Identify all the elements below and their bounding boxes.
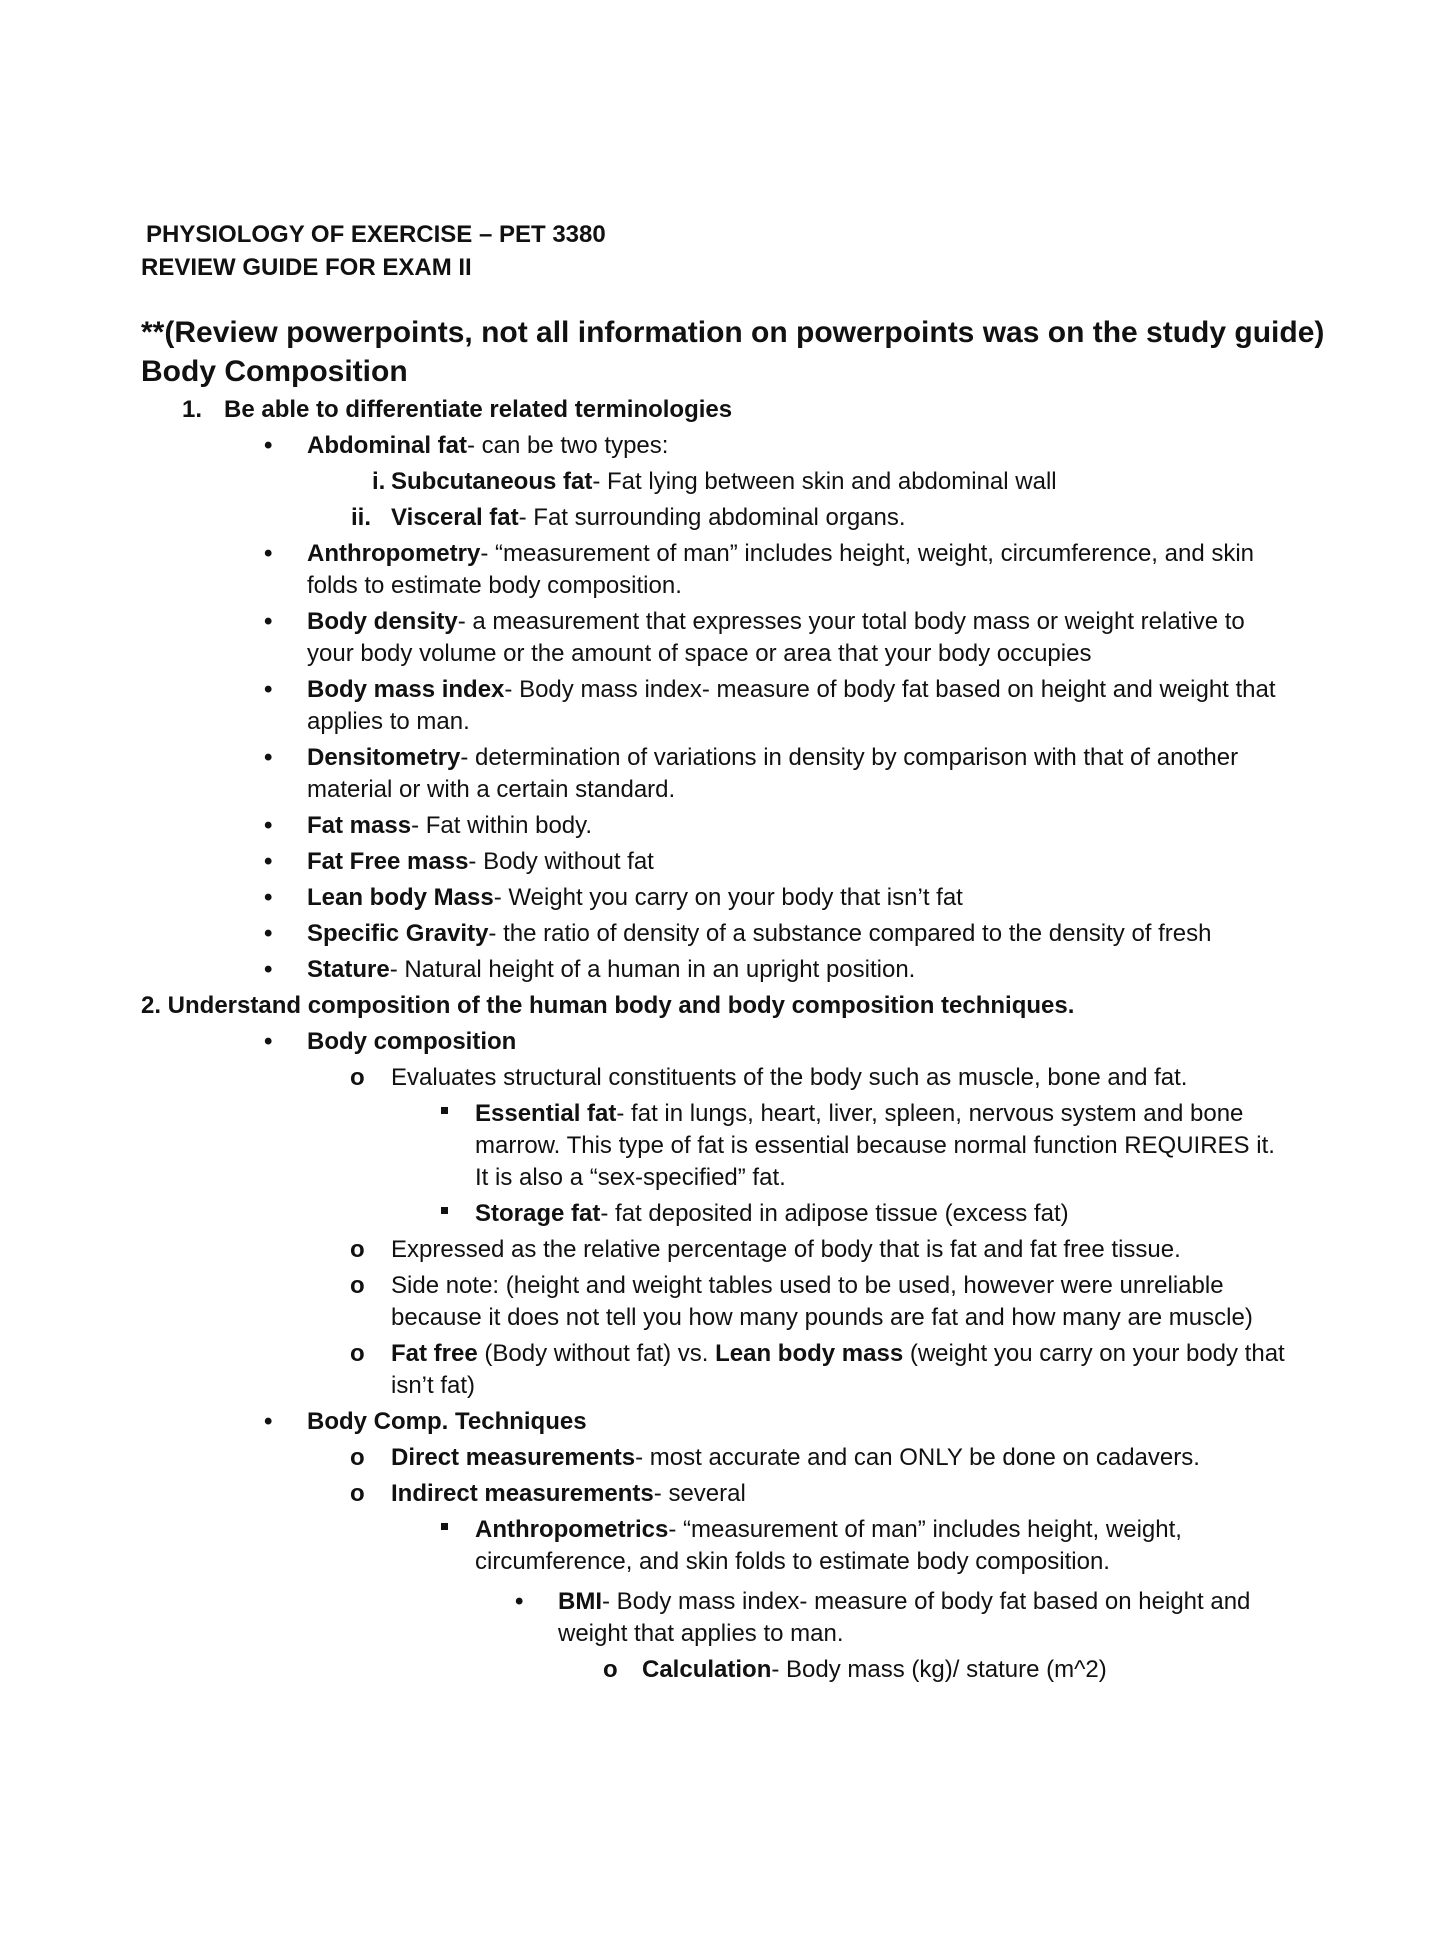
list-item-continuation: material or with a certain standard. [307, 776, 676, 803]
list-item: Body composition [307, 1028, 517, 1055]
item-text: - several [653, 1480, 746, 1507]
bullet-icon: • [264, 848, 273, 875]
list-item [307, 432, 668, 460]
item-term: Storage fat [475, 1200, 601, 1227]
item-text: - can be two types: [467, 432, 669, 459]
item-term: Be able to differentiate related terminologies [224, 396, 733, 423]
item-term: Visceral fat [391, 504, 519, 531]
item-term: Subcutaneous fat [391, 468, 593, 495]
list-item [307, 920, 1212, 948]
bullet-icon: • [515, 1588, 524, 1615]
list-item-continuation: marrow. This type of fat is essential because normal function REQUIRES it. [475, 1132, 1275, 1159]
item-text: - most accurate and can ONLY be done on cadavers. [635, 1444, 1200, 1471]
item-term: Indirect measurements [391, 1480, 654, 1507]
list-item [475, 1200, 1069, 1228]
item-term: Body density [307, 608, 458, 635]
section-title: Body Composition [141, 355, 408, 388]
item-term: Anthropometrics [475, 1516, 669, 1543]
list-item [391, 468, 1057, 496]
list-item [391, 1340, 1285, 1368]
bullet-icon: • [264, 676, 273, 703]
bullet-icon: • [264, 540, 273, 567]
list-item [307, 744, 1238, 772]
circle-bullet-icon: o [350, 1236, 365, 1263]
list-marker: i. [372, 468, 386, 495]
item-text: - Body mass index- measure of body fat based on height and [602, 1588, 1251, 1615]
bullet-icon: • [264, 744, 273, 771]
bullet-icon: • [264, 884, 273, 911]
bullet-icon: • [264, 1408, 273, 1435]
item-term: Fat free [391, 1340, 478, 1367]
circle-bullet-icon: o [350, 1340, 365, 1367]
list-item [642, 1656, 1107, 1684]
list-item-continuation: weight that applies to man. [558, 1620, 844, 1647]
list-item-continuation: isn’t fat) [391, 1372, 476, 1399]
square-bullet-icon [441, 1207, 448, 1214]
review-note: **(Review powerpoints, not all information on powerpoints was on the study guide) [141, 316, 1325, 349]
item-term: Direct measurements [391, 1444, 636, 1471]
list-item-continuation: your body volume or the amount of space or area that your body occupies [307, 640, 1092, 667]
bullet-icon: • [264, 608, 273, 635]
item-text: - the ratio of density of a substance compared to the density of fresh [488, 920, 1212, 947]
bullet-icon: • [264, 1028, 273, 1055]
item-text: - “measurement of man” includes height, weight, circumference, and skin [480, 540, 1255, 567]
item-text: - “measurement of man” includes height, weight, [668, 1516, 1182, 1543]
list-item [307, 608, 1245, 636]
list-item-continuation: It is also a “sex-specified” fat. [475, 1164, 786, 1191]
item-text: - Fat within body. [411, 812, 593, 839]
list-item-continuation: applies to man. [307, 708, 470, 735]
list-item: Body Comp. Techniques [307, 1408, 587, 1435]
item-term: Specific Gravity [307, 920, 489, 947]
item-text: - Body mass (kg)/ stature (m^2) [771, 1656, 1107, 1683]
item-term: Calculation [642, 1656, 772, 1683]
item-term: Lean body mass [715, 1340, 904, 1367]
item-term: Stature [307, 956, 390, 983]
list-item [475, 1516, 1182, 1544]
list-item: Evaluates structural constituents of the body such as muscle, bone and fat. [391, 1064, 1188, 1091]
list-item-continuation: circumference, and skin folds to estimate body composition. [475, 1548, 1110, 1575]
list-item-continuation: folds to estimate body composition. [307, 572, 682, 599]
item-term: Fat mass [307, 812, 412, 839]
item-term: Abdominal fat [307, 432, 467, 459]
list-item [307, 848, 654, 876]
circle-bullet-icon: o [350, 1480, 365, 1507]
item-text: - Fat lying between skin and abdominal wall [592, 468, 1057, 495]
circle-bullet-icon: o [350, 1064, 365, 1091]
circle-bullet-icon: o [603, 1656, 618, 1683]
item-text: - determination of variations in density by comparison with that of another [460, 744, 1239, 771]
item-term: BMI [558, 1588, 602, 1615]
item-text: - Natural height of a human in an upright position. [389, 956, 916, 983]
square-bullet-icon [441, 1107, 448, 1114]
item-term: Lean body Mass [307, 884, 494, 911]
bullet-icon: • [264, 920, 273, 947]
circle-bullet-icon: o [350, 1444, 365, 1471]
bullet-icon: • [264, 812, 273, 839]
item-text: - Body without fat [468, 848, 654, 875]
list-item [224, 396, 732, 424]
item-text: (Body without fat) vs. [477, 1340, 716, 1367]
list-marker: 1. [182, 396, 203, 423]
item-text: - a measurement that expresses your total body mass or weight relative to [457, 608, 1245, 635]
item-text: (weight you carry on your body that [903, 1340, 1285, 1367]
item-term: Essential fat [475, 1100, 617, 1127]
course-title: PHYSIOLOGY OF EXERCISE – PET 3380 [146, 221, 606, 248]
circle-bullet-icon: o [350, 1272, 365, 1299]
list-item [307, 812, 592, 840]
guide-title: REVIEW GUIDE FOR EXAM II [141, 254, 472, 281]
list-marker: ii. [351, 504, 372, 531]
item-term: Densitometry [307, 744, 461, 771]
list-item [307, 956, 915, 984]
list-item [558, 1588, 1250, 1616]
list-heading: 2. Understand composition of the human body and body composition techniques. [141, 992, 1075, 1019]
bullet-icon: • [264, 432, 273, 459]
item-text: - fat deposited in adipose tissue (excess fat) [600, 1200, 1069, 1227]
list-item [307, 884, 963, 912]
list-item [391, 504, 906, 532]
list-item [391, 1480, 746, 1508]
item-text: - Fat surrounding abdominal organs. [518, 504, 906, 531]
list-item [307, 540, 1254, 568]
list-item [391, 1444, 1200, 1472]
square-bullet-icon [441, 1523, 448, 1530]
list-item [307, 676, 1276, 704]
list-item-continuation: because it does not tell you how many pounds are fat and how many are muscle) [391, 1304, 1253, 1331]
list-item [475, 1100, 1243, 1128]
item-text: - fat in lungs, heart, liver, spleen, nervous system and bone [616, 1100, 1244, 1127]
item-term: Anthropometry [307, 540, 481, 567]
item-text: - Body mass index- measure of body fat based on height and weight that [504, 676, 1276, 703]
bullet-icon: • [264, 956, 273, 983]
list-item: Expressed as the relative percentage of body that is fat and fat free tissue. [391, 1236, 1181, 1263]
item-term: Fat Free mass [307, 848, 469, 875]
list-item: Side note: (height and weight tables used to be used, however were unreliable [391, 1272, 1224, 1299]
item-term: Body mass index [307, 676, 505, 703]
item-text: - Weight you carry on your body that isn’t fat [493, 884, 963, 911]
